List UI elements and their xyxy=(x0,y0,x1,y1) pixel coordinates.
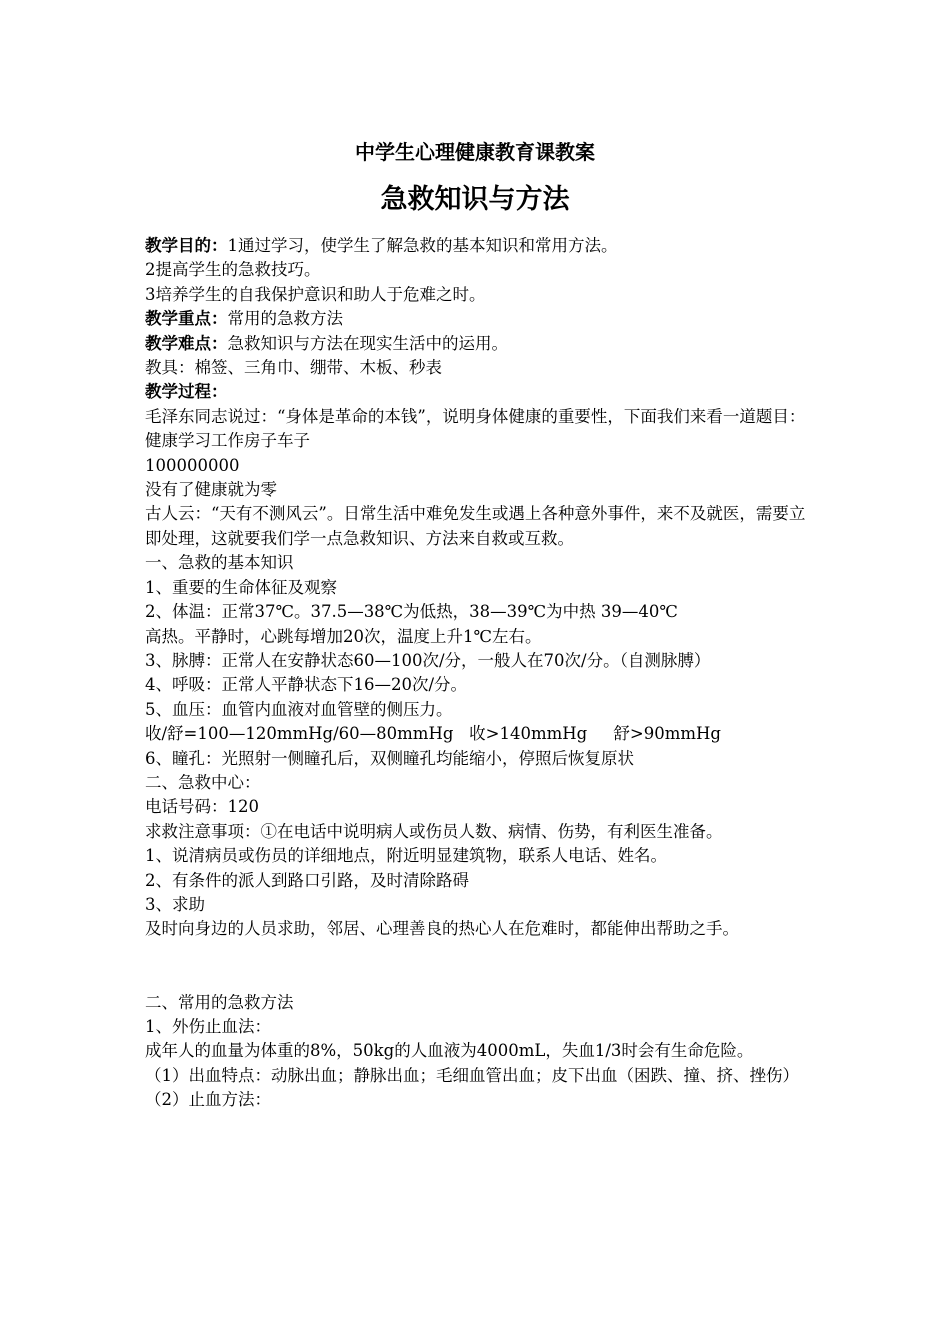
paragraph: 4、呼吸：正常人平静状态下16—20次/分。 xyxy=(145,675,468,695)
paragraph: （1）出血特点：动脉出血；静脉出血；毛细血管出血；皮下出血（困跌、撞、挤、挫伤） xyxy=(145,1065,799,1085)
objectives-item-1: 1通过学习，使学生了解急救的基本知识和常用方法。 xyxy=(227,236,618,255)
paragraph: 3、脉膊：正常人在安静状态60—100次/分，一般人在70次/分。（自测脉膊） xyxy=(145,650,711,670)
paragraph: 收/舒=100—120mmHg/60—80mmHg 收>140mmHg 舒>90mmHg xyxy=(145,724,721,744)
paragraph: 成年人的血量为体重的8%，50kg的人血液为4000mL，失血1/3时会有生命危险。 xyxy=(145,1041,754,1061)
paragraph: 毛泽东同志说过：“身体是革命的本钱”，说明身体健康的重要性，下面我们来看一道题目： xyxy=(145,406,806,426)
document-body xyxy=(145,234,815,1113)
process-label: 教学过程： xyxy=(145,382,228,402)
paragraph: 电话号码：120 xyxy=(145,797,259,817)
objectives-item-3: 3培养学生的自我保护意识和助人于危难之时。 xyxy=(145,284,486,304)
paragraph: 高热。平静时，心跳每增加20次，温度上升1℃左右。 xyxy=(145,626,542,646)
objectives-line xyxy=(145,234,815,258)
paragraph: 古人云：“天有不测风云”。日常生活中难免发生或遇上各种意外事件，来不及就医，需要立即处理，这就要我们学一点急救知识、方法来自救或互救。 xyxy=(145,504,806,548)
paragraph: 健康学习工作房子车子 xyxy=(145,431,310,451)
section-heading: 一、急救的基本知识 xyxy=(145,553,294,573)
key-points-line xyxy=(145,307,815,331)
difficulty-line xyxy=(145,332,815,356)
section-heading: 二、急救中心： xyxy=(145,772,261,792)
paragraph: 1、外伤止血法： xyxy=(145,1016,271,1036)
paragraph: 6、瞳孔：光照射一侧瞳孔后，双侧瞳孔均能缩小，停照后恢复原状 xyxy=(145,748,634,768)
paragraph: 5、血压：血管内血液对血管壁的侧压力。 xyxy=(145,699,453,719)
objectives-item-2: 2提高学生的急救技巧。 xyxy=(145,260,321,280)
spacer xyxy=(145,942,815,991)
difficulty-text: 急救知识与方法在现实生活中的运用。 xyxy=(227,333,508,353)
objectives-label: 教学目的： xyxy=(145,236,228,255)
paragraph: 100000000 xyxy=(145,455,240,475)
difficulty-label: 教学难点： xyxy=(145,333,228,353)
paragraph: 1、重要的生命体征及观察 xyxy=(145,577,337,597)
section-heading: 二、常用的急救方法 xyxy=(145,992,294,1012)
document-subtitle: 中学生心理健康教育课教案 xyxy=(355,140,595,164)
key-points-text: 常用的急救方法 xyxy=(227,309,343,329)
paragraph: 及时向身边的人员求助，邻居、心理善良的热心人在危难时，都能伸出帮助之手。 xyxy=(145,919,739,939)
paragraph: （2）止血方法： xyxy=(145,1090,271,1110)
key-points-label: 教学重点： xyxy=(145,309,228,329)
paragraph: 求救注意事项：①在电话中说明病人或伤员人数、病情、伤势，有利医生准备。 xyxy=(145,821,723,841)
paragraph: 2、有条件的派人到路口引路，及时清除路碍 xyxy=(145,870,469,890)
tools-line: 教具：棉签、三角巾、绷带、木板、秒表 xyxy=(145,358,442,378)
paragraph: 没有了健康就为零 xyxy=(145,480,277,500)
paragraph: 2、体温：正常37℃。37.5—38℃为低热，38—39℃为中热 39—40℃ xyxy=(145,602,678,622)
paragraph: 1、说清病员或伤员的详细地点，附近明显建筑物，联系人电话、姓名。 xyxy=(145,846,667,866)
paragraph: 3、求助 xyxy=(145,894,205,914)
document-title: 急救知识与方法 xyxy=(380,184,570,215)
